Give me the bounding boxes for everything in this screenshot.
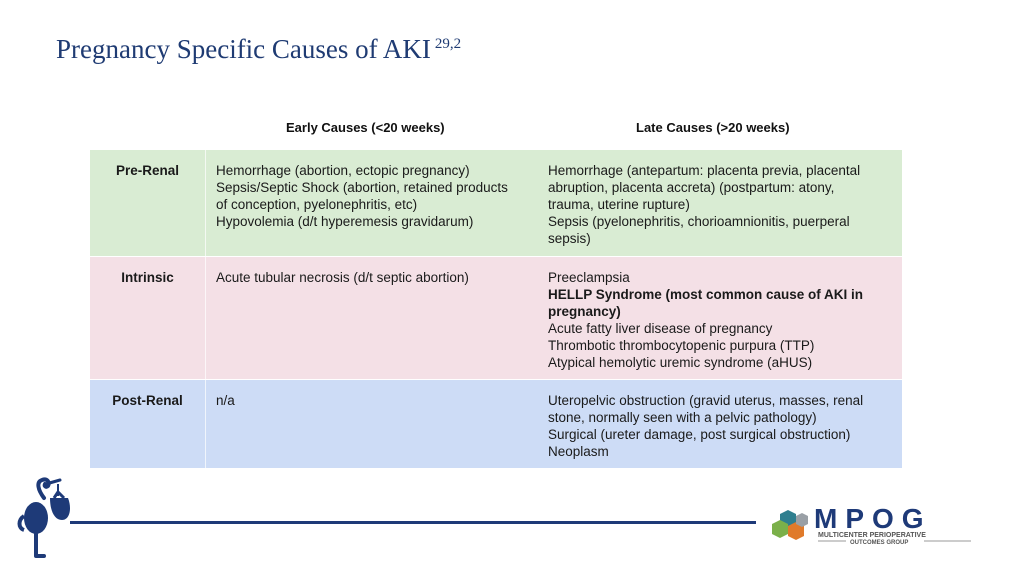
cell-line: Acute tubular necrosis (d/t septic abortion): [216, 270, 469, 285]
stork-logo-icon: [14, 476, 74, 560]
cell-line: sepsis): [548, 231, 591, 246]
cell-line: stone, normally seen with a pelvic pathology): [548, 410, 817, 425]
cell-pre-renal-late: [538, 150, 902, 256]
cell-line: Preeclampsia: [548, 270, 630, 285]
cell-line: Acute fatty liver disease of pregnancy: [548, 321, 773, 336]
row-label-pre-renal: Pre-Renal: [90, 150, 206, 256]
cell-line: Hypovolemia (d/t hyperemesis gravidarum): [216, 214, 474, 229]
cell-intrinsic-late: [538, 257, 902, 379]
cell-line: Hemorrhage (abortion, ectopic pregnancy): [216, 163, 470, 178]
logo-name: MPOG: [814, 504, 932, 534]
logo-line1: MULTICENTER PERIOPERATIVE: [818, 532, 926, 539]
cell-intrinsic-early: [206, 257, 538, 379]
row-label-intrinsic: Intrinsic: [90, 257, 206, 379]
slide-title: [56, 34, 461, 65]
cell-line: Thrombotic thrombocytopenic purpura (TTP): [548, 338, 815, 353]
cell-line: Sepsis (pyelonephritis, chorioamnionitis, puerperal: [548, 214, 850, 229]
title-reference: 29,2: [434, 36, 462, 52]
header-late-causes: Late Causes (>20 weeks): [636, 120, 790, 135]
cell-line: Hemorrhage (antepartum: placenta previa, placental: [548, 163, 861, 178]
cell-line: of conception, pyelonephritis, etc): [216, 197, 418, 212]
cell-line: Sepsis/Septic Shock (abortion, retained products: [216, 180, 508, 195]
logo-line2: OUTCOMES GROUP: [850, 540, 909, 546]
cell-post-renal-late: [538, 380, 902, 468]
row-intrinsic: [90, 257, 902, 380]
footer-rule: [70, 521, 756, 524]
cell-post-renal-early: [206, 380, 538, 468]
cell-line: n/a: [216, 393, 235, 408]
cell-line: Neoplasm: [548, 444, 609, 459]
cell-line-emphasis: HELLP Syndrome (most common cause of AKI in: [548, 287, 864, 302]
cell-line: trauma, uterine rupture): [548, 197, 690, 212]
row-pre-renal: [90, 150, 902, 257]
header-early-causes: Early Causes (<20 weeks): [286, 120, 445, 135]
slide-title-text: Pregnancy Specific Causes of AKI: [56, 34, 431, 64]
row-post-renal: [90, 380, 902, 468]
mpog-logo-icon: [766, 504, 976, 548]
cell-line: abruption, placenta accreta) (postpartum: atony,: [548, 180, 835, 195]
cell-line-emphasis: pregnancy): [548, 304, 621, 319]
cell-line: Atypical hemolytic uremic syndrome (aHUS): [548, 355, 813, 370]
cell-line: Surgical (ureter damage, post surgical obstruction): [548, 427, 851, 442]
cell-pre-renal-early: [206, 150, 538, 256]
row-label-post-renal: Post-Renal: [90, 380, 206, 468]
cell-line: Uteropelvic obstruction (gravid uterus, masses, renal: [548, 393, 864, 408]
causes-table: [90, 150, 902, 468]
